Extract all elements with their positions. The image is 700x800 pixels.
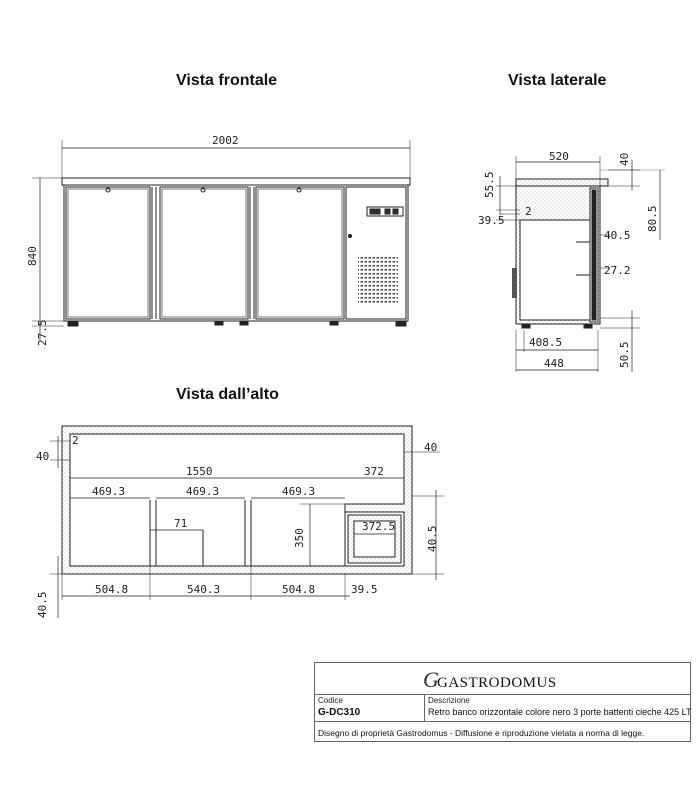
front-door-3 — [256, 187, 344, 319]
front-door-2 — [160, 187, 248, 319]
side-55-dim: 55.5 — [483, 171, 496, 198]
top-40-right-dim: 40 — [424, 441, 438, 454]
side-27-dim: 27.2 — [604, 264, 631, 277]
side-worktop — [516, 179, 608, 186]
top-door2-dim: 469.3 — [186, 485, 220, 498]
front-body — [64, 185, 408, 321]
top-71-dim: 71 — [174, 517, 188, 530]
front-view-title: Vista frontale — [176, 72, 278, 89]
side-40-dim: 40.5 — [604, 229, 631, 242]
top-372-dim: 372 — [364, 465, 384, 478]
front-foot-dim: 27.5 — [36, 319, 49, 346]
top-door3-dim: 469.3 — [282, 485, 316, 498]
front-width-dim: 2002 — [212, 134, 239, 147]
side-448-dim: 448 — [544, 357, 564, 370]
side-2-dim: 2 — [525, 205, 532, 218]
top-1550-dim: 1550 — [186, 465, 213, 478]
code-value: G-DC310 — [318, 707, 361, 718]
code-label: Codice — [318, 696, 343, 705]
side-408-dim: 408.5 — [529, 336, 563, 349]
brand-name: GASTRODOMUS — [437, 675, 557, 691]
title-block-info-row — [315, 695, 690, 722]
front-worktop — [62, 178, 410, 185]
front-view — [32, 140, 410, 340]
top-b3-dim: 504.8 — [282, 583, 316, 596]
side-view — [496, 156, 665, 372]
top-b4-dim: 39.5 — [351, 583, 378, 596]
top-405-left-dim: 40.5 — [36, 591, 49, 618]
top-b2-dim: 540.3 — [187, 583, 221, 596]
ownership-notice: Disegno di proprietà Gastrodomus - Diffusione e riproduzione vietata a norma di legge. — [318, 728, 645, 738]
top-b1-dim: 504.8 — [95, 583, 129, 596]
top-view-title: Vista dall’alto — [176, 386, 279, 403]
description-label: Descrizione — [428, 696, 470, 705]
code-cell — [315, 695, 425, 721]
side-inner-cavity — [520, 220, 590, 320]
foot — [68, 321, 78, 326]
side-50-dim: 50.5 — [618, 341, 631, 368]
side-39-dim: 39.5 — [478, 214, 505, 227]
side-depth-dim: 520 — [549, 150, 569, 163]
front-door-1 — [66, 187, 150, 319]
top-door1-dim: 469.3 — [92, 485, 126, 498]
ventilation-grille — [358, 255, 398, 304]
top-350-dim: 350 — [293, 528, 306, 548]
description-value: Retro banco orizzontale colore nero 3 porte battenti cieche 425 LT — [428, 707, 692, 717]
top-2-dim: 2 — [72, 434, 79, 447]
side-view-title: Vista laterale — [508, 72, 607, 89]
top-3725-dim: 372.5 — [362, 520, 396, 533]
brand-logo-area — [315, 663, 690, 695]
side-topgap-dim: 40 — [618, 152, 631, 166]
front-height-dim: 840 — [26, 246, 39, 266]
brand-logo-icon: G — [423, 667, 439, 692]
top-405-right-dim: 40.5 — [426, 525, 439, 552]
side-80-dim: 80.5 — [646, 205, 659, 232]
top-40-left-dim: 40 — [36, 450, 50, 463]
title-block — [314, 662, 691, 742]
